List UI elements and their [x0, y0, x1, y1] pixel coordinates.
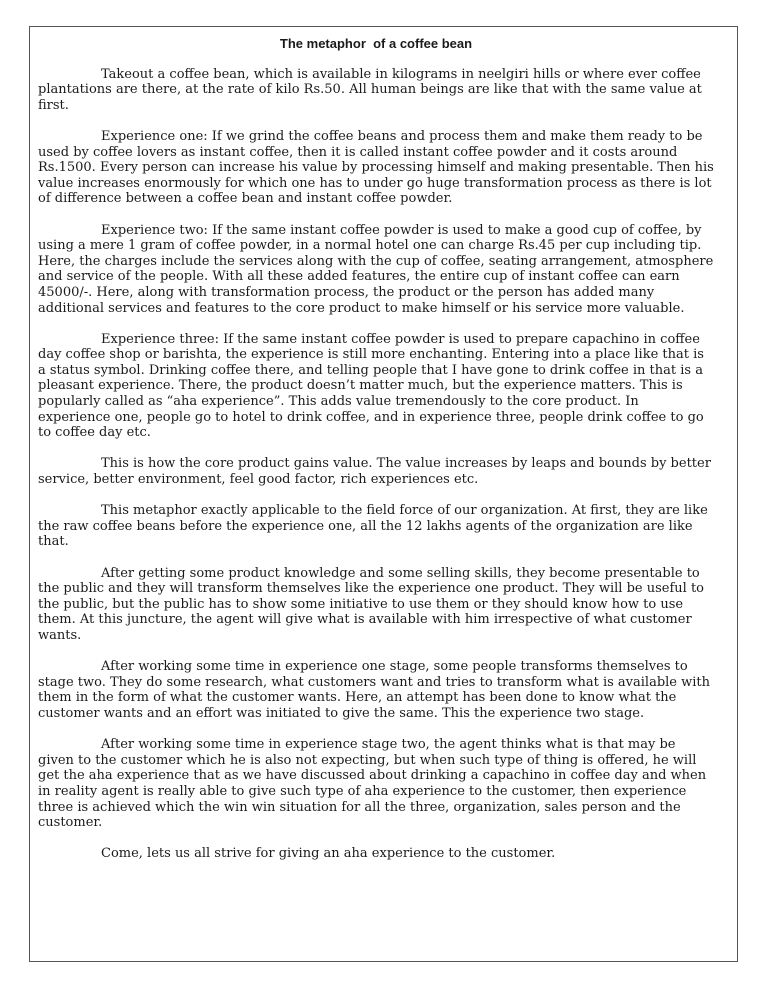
paragraph-experience-one: Experience one: If we grind the coffee beans and process them and make them ready to be used by coffee lovers as instant coffee, then it is called instant coffee powder and it costs around Rs.1500. Every person can increase his value by processing himself and making presentable. Then his value increases enormously for which one has to under go huge transformation process as there is lot of difference between a coffee bean and instant coffee powder. [38, 128, 714, 207]
paragraph-experience-two: Experience two: If the same instant coffee powder is used to make a good cup of coffee, by using a mere 1 gram of coffee powder, in a normal hotel one can charge Rs.45 per cup including tip. Here, the charges include the services along with the cup of coffee, seating arrangement, atmosphere and service of the people. With all these added features, the entire cup of instant coffee can earn 45000/-. Here, along with transformation process, the product or the person has added many additional services and features to the core product to make himself or his service more valuable. [38, 222, 714, 316]
paragraph-stage-three: After working some time in experience stage two, the agent thinks what is that may be given to the customer which he is also not expecting, but when such type of thing is offered, he will get the aha experience that as we have discussed about drinking a capachino in coffee day and when in reality agent is really able to give such type of aha experience to the customer, then experience three is achieved which the win win situation for all the three, organization, sales person and the customer. [38, 737, 707, 831]
document-body [38, 30, 714, 877]
paragraph-experience-three: Experience three: If the same instant coffee powder is used to prepare capachino in coffee day coffee shop or barishta, the experience is still more enchanting. Entering into a place like that is a status symbol. Drinking coffee there, and telling people that I have gone to drink coffee in that is a pleasant experience. There, the product doesn’t matter much, but the experience matters. This is popularly called as “aha experience”. This adds value tremendously to the core product. In experience one, people go to hotel to drink coffee, and in experience three, people drink coffee to go to coffee day etc. [38, 331, 704, 441]
paragraph-core-value: This is how the core product gains value. The value increases by leaps and bounds by better service, better environment, feel good factor, rich experiences etc. [38, 456, 711, 488]
paragraph-field-force: This metaphor exactly applicable to the field force of our organization. At first, they are like the raw coffee beans before the experience one, all the 12 lakhs agents of the organization are like that. [38, 503, 708, 550]
paragraph-stage-two: After working some time in experience one stage, some people transforms themselves to stage two. They do some research, what customers want and tries to transform what is available with them in the form of what the customer wants. Here, an attempt has been done to know what the customer wants and an effort was initiated to give the same. This the experience two stage. [38, 659, 711, 721]
paragraph-stage-one: After getting some product knowledge and some selling skills, they become presentable to the public and they will transform themselves like the experience one product. They will be useful to the public, but the public has to show some initiative to use them or they should know how to use them. At this juncture, the agent will give what is available with him irrespective of what customer wants. [38, 565, 705, 643]
paragraph-conclusion: Come, lets us all strive for giving an aha experience to the customer. [101, 846, 556, 862]
document-title: The metaphor of a coffee bean [279, 36, 473, 51]
paragraph-intro: Takeout a coffee bean, which is available in kilograms in neelgiri hills or where ever coffee plantations are there, at the rate of kilo Rs.50. All human beings are like that with the same value at first. [38, 66, 702, 113]
